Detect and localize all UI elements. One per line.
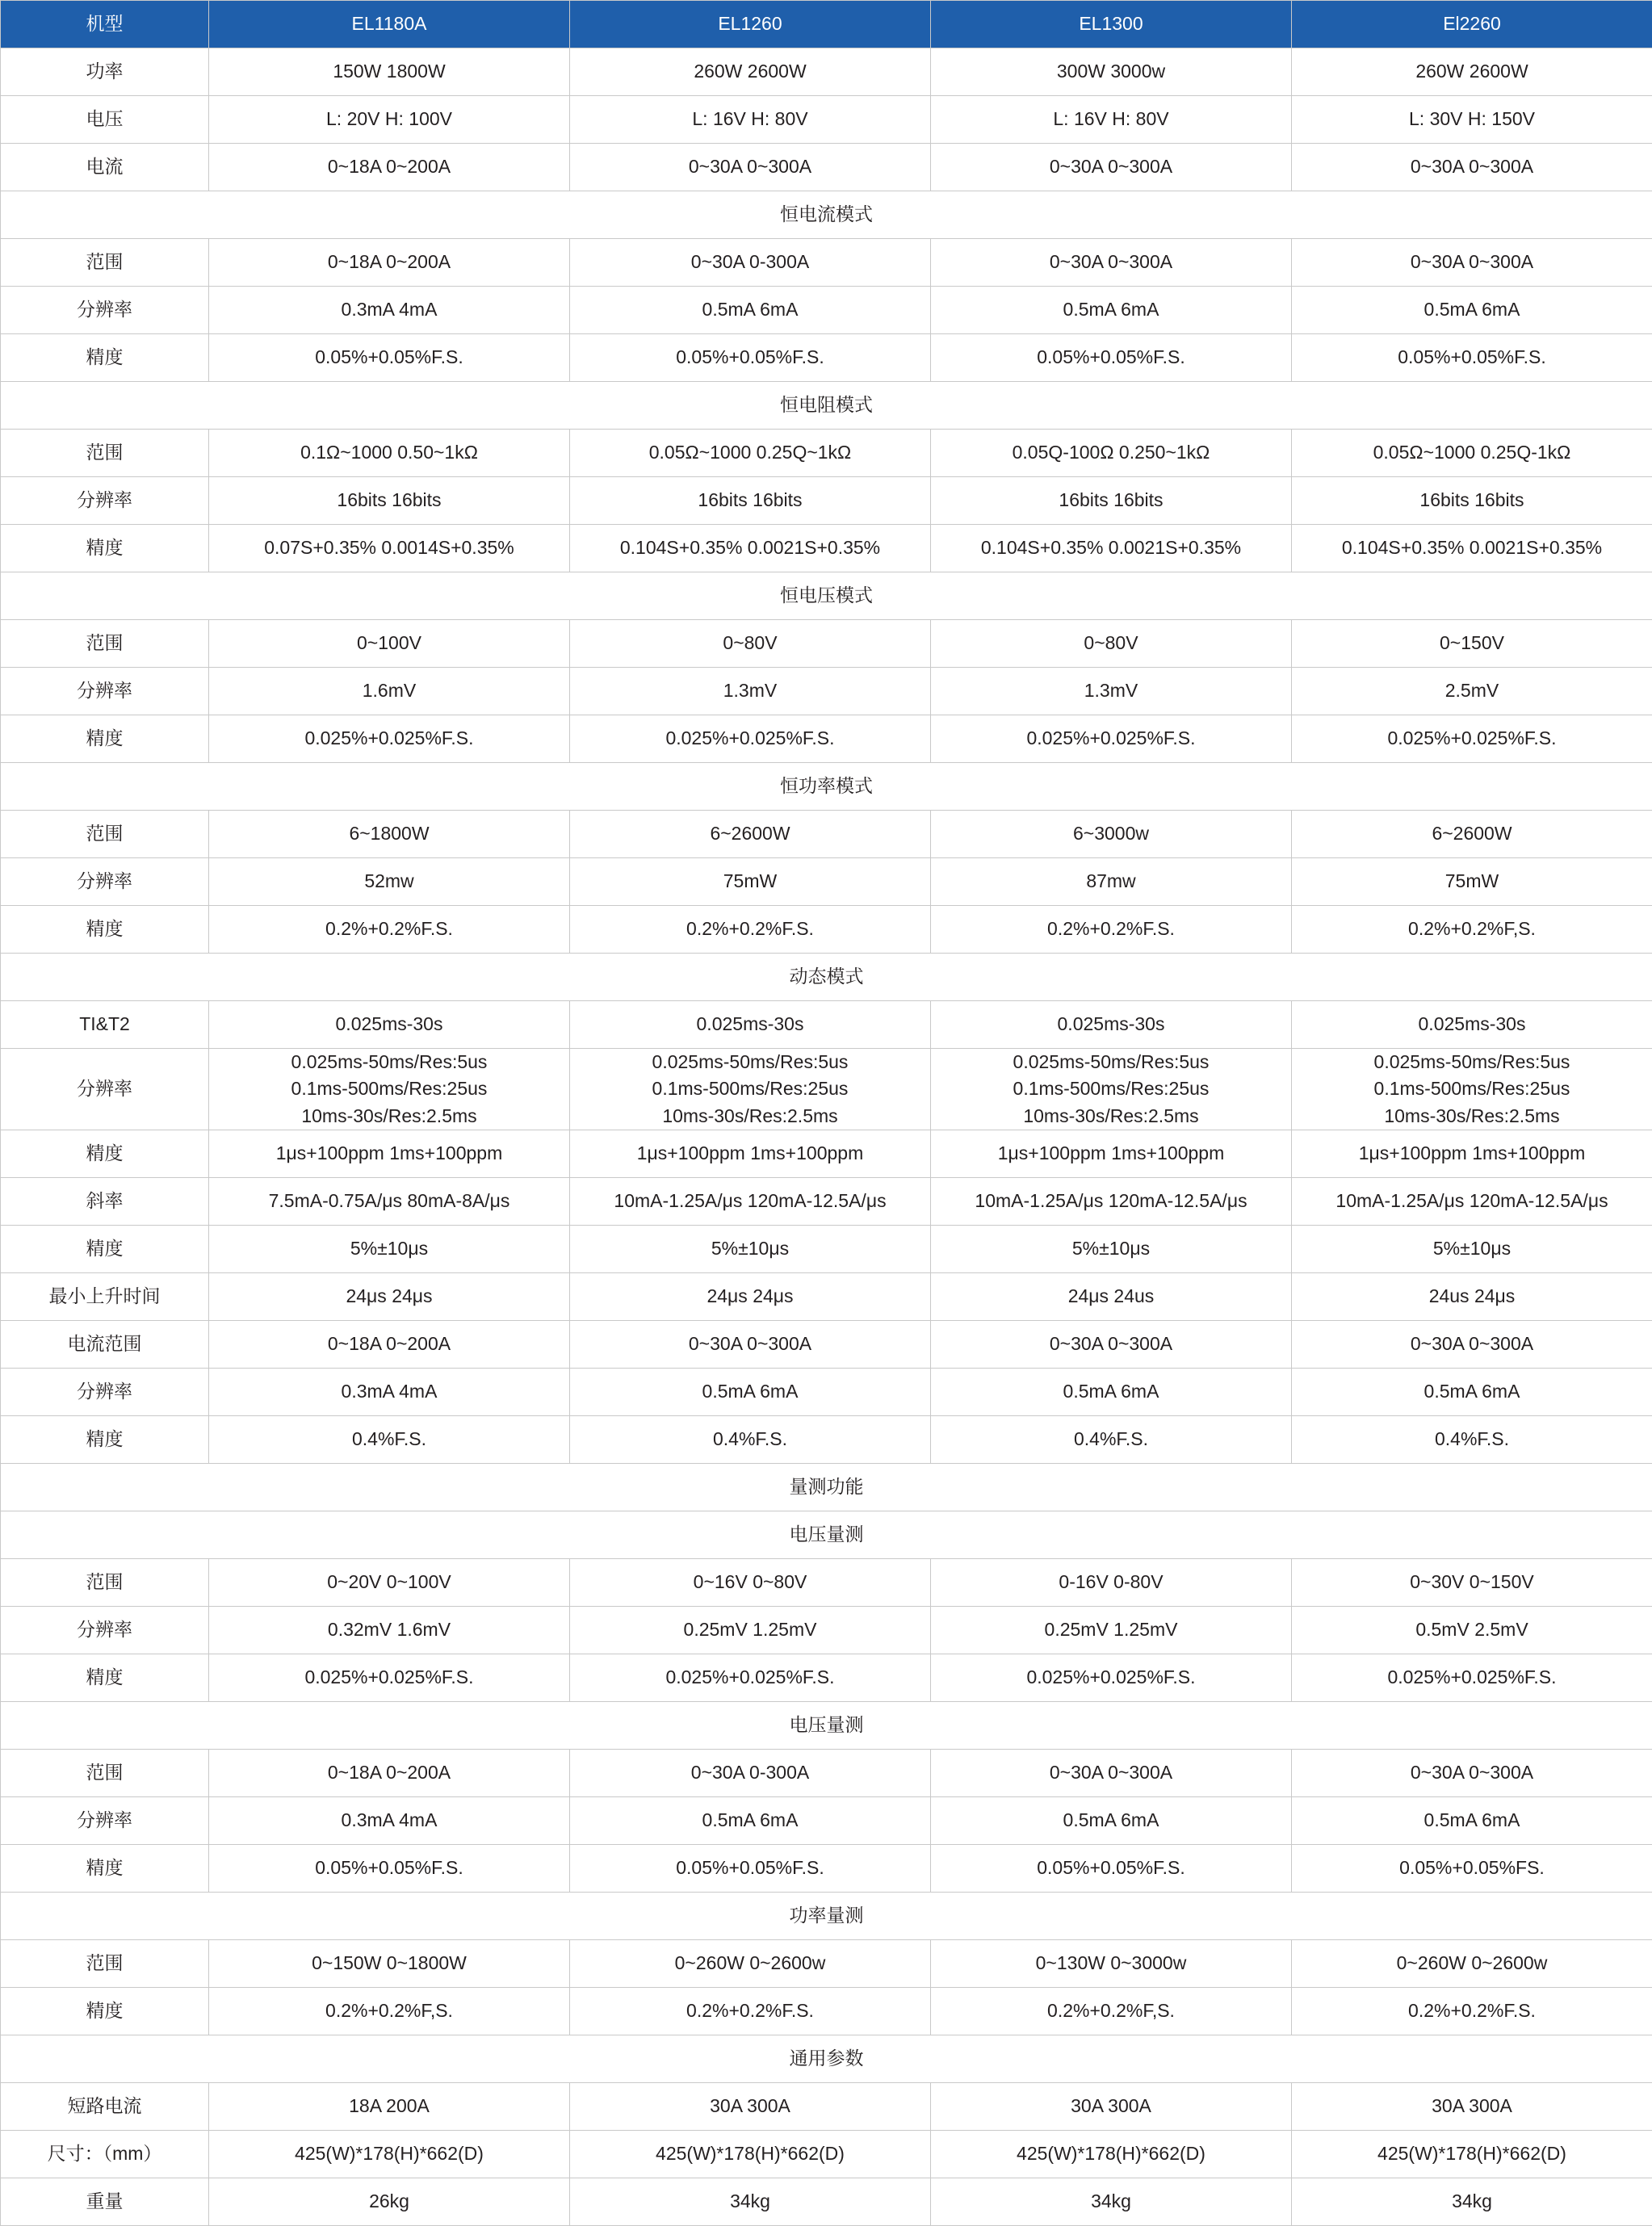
cell-value: 425(W)*178(H)*662(D) — [931, 2131, 1292, 2178]
cell-value: 0.025ms-30s — [1292, 1001, 1652, 1049]
table-row — [1, 1797, 1652, 1845]
table-row — [1, 1559, 1652, 1607]
cell-value: 0.5mA 6mA — [1292, 287, 1652, 334]
table-row — [1, 287, 1652, 334]
row-label: 精度 — [1, 715, 209, 763]
cell-value: 0~18A 0~200A — [209, 1750, 570, 1797]
table-row — [1, 2083, 1652, 2131]
cell-value: 0.25mV 1.25mV — [570, 1607, 931, 1654]
cell-value: 0~18A 0~200A — [209, 1321, 570, 1369]
cell-value: 0.25mV 1.25mV — [931, 1607, 1292, 1654]
cell-value: 0~30A 0-300A — [570, 239, 931, 287]
cell-line: 0.1ms-500ms/Res:25us — [570, 1075, 930, 1102]
table-row — [1, 1607, 1652, 1654]
cell-value: 0.025%+0.025%F.S. — [931, 1654, 1292, 1702]
cell-value: 0.5mA 6mA — [1292, 1369, 1652, 1416]
section-heading: 恒电压模式 — [1, 572, 1652, 620]
cell-value: L: 30V H: 150V — [1292, 96, 1652, 144]
row-label: 功率 — [1, 48, 209, 96]
header-model-1: EL1180A — [209, 1, 570, 48]
cell-value: 0~30A 0~300A — [570, 1321, 931, 1369]
table-row — [1, 1654, 1652, 1702]
cell-value: 0~30A 0~300A — [1292, 1750, 1652, 1797]
table-row — [1, 382, 1652, 430]
cell-value: 0.07S+0.35% 0.0014S+0.35% — [209, 525, 570, 572]
cell-value: 0.1Ω~1000 0.50~1kΩ — [209, 430, 570, 477]
cell-value: 0.025%+0.025%F.S. — [209, 715, 570, 763]
cell-value: 0.5mA 6mA — [931, 1797, 1292, 1845]
table-row — [1, 1049, 1652, 1130]
cell-value: 16bits 16bits — [931, 477, 1292, 525]
section-heading: 恒电阻模式 — [1, 382, 1652, 430]
table-row — [1, 1369, 1652, 1416]
cell-line: 0.1ms-500ms/Res:25us — [931, 1075, 1291, 1102]
table-row — [1, 954, 1652, 1001]
cell-value: L: 16V H: 80V — [931, 96, 1292, 144]
row-label: 范围 — [1, 1940, 209, 1988]
row-label: 分辨率 — [1, 287, 209, 334]
row-label: 精度 — [1, 1654, 209, 1702]
cell-value: 34kg — [931, 2178, 1292, 2226]
cell-value: 6~3000w — [931, 811, 1292, 858]
cell-value: 0~30A 0~300A — [570, 144, 931, 191]
cell-value: 0.025%+0.025%F.S. — [931, 715, 1292, 763]
table-row — [1, 2178, 1652, 2226]
cell-value: 0~30A 0~300A — [931, 239, 1292, 287]
cell-value: 5%±10μs — [1292, 1226, 1652, 1273]
cell-value: 10mA-1.25A/μs 120mA-12.5A/μs — [570, 1178, 931, 1226]
row-label: 范围 — [1, 1750, 209, 1797]
row-label: 重量 — [1, 2178, 209, 2226]
cell-value: 0~260W 0~2600w — [570, 1940, 931, 1988]
cell-line: 0.025ms-50ms/Res:5us — [209, 1049, 569, 1075]
row-label: 精度 — [1, 1988, 209, 2035]
cell-value: 6~1800W — [209, 811, 570, 858]
table-row — [1, 239, 1652, 287]
cell-value: 0.3mA 4mA — [209, 287, 570, 334]
cell-value: 0.025%+0.025%F.S. — [1292, 715, 1652, 763]
row-label: 精度 — [1, 1416, 209, 1464]
cell-value: L: 20V H: 100V — [209, 96, 570, 144]
cell-value: 0~100V — [209, 620, 570, 668]
table-row — [1, 430, 1652, 477]
cell-value: 5%±10μs — [931, 1226, 1292, 1273]
cell-value: 6~2600W — [570, 811, 931, 858]
cell-value: 0.05%+0.05%FS. — [1292, 1845, 1652, 1893]
cell-value: L: 16V H: 80V — [570, 96, 931, 144]
cell-value: 87mw — [931, 858, 1292, 906]
cell-value: 0.05%+0.05%F.S. — [1292, 334, 1652, 382]
table-row — [1, 1273, 1652, 1321]
cell-value: 7.5mA-0.75A/μs 80mA-8A/μs — [209, 1178, 570, 1226]
cell-line: 10ms-30s/Res:2.5ms — [570, 1103, 930, 1130]
row-label: 分辨率 — [1, 858, 209, 906]
cell-line: 0.025ms-50ms/Res:5us — [931, 1049, 1291, 1075]
header-model-3: EL1300 — [931, 1, 1292, 48]
cell-value: 5%±10μs — [570, 1226, 931, 1273]
table-row — [1, 1130, 1652, 1178]
table-row — [1, 1321, 1652, 1369]
subsection-heading: 电压量测 — [1, 1702, 1652, 1750]
row-label: 分辨率 — [1, 1797, 209, 1845]
cell-value: 425(W)*178(H)*662(D) — [1292, 2131, 1652, 2178]
cell-value: 0~30A 0~300A — [931, 1321, 1292, 1369]
cell-value: 0.05Ω~1000 0.25Q~1kΩ — [570, 430, 931, 477]
subsection-heading: 电压量测 — [1, 1511, 1652, 1559]
row-label: 精度 — [1, 1226, 209, 1273]
table-row — [1, 1750, 1652, 1797]
cell-value: 0.2%+0.2%F.S. — [570, 906, 931, 954]
cell-value: 0~150V — [1292, 620, 1652, 668]
cell-value: 0.5mA 6mA — [570, 1369, 931, 1416]
cell-value: 0~130W 0~3000w — [931, 1940, 1292, 1988]
cell-value: 0.025%+0.025%F.S. — [570, 1654, 931, 1702]
row-label: 斜率 — [1, 1178, 209, 1226]
cell-value: 30A 300A — [1292, 2083, 1652, 2131]
section-heading: 恒功率模式 — [1, 763, 1652, 811]
cell-value: 150W 1800W — [209, 48, 570, 96]
cell-value: 0.104S+0.35% 0.0021S+0.35% — [570, 525, 931, 572]
cell-value: 0.05Ω~1000 0.25Q-1kΩ — [1292, 430, 1652, 477]
cell-value: 0~20V 0~100V — [209, 1559, 570, 1607]
cell-value: 0~16V 0~80V — [570, 1559, 931, 1607]
cell-value: 0.05%+0.05%F.S. — [570, 1845, 931, 1893]
row-label: 范围 — [1, 620, 209, 668]
cell-value: 0.4%F.S. — [209, 1416, 570, 1464]
header-model-2: EL1260 — [570, 1, 931, 48]
cell-value: 16bits 16bits — [209, 477, 570, 525]
cell-value: 0.4%F.S. — [931, 1416, 1292, 1464]
row-label: 精度 — [1, 334, 209, 382]
cell-value: 10mA-1.25A/μs 120mA-12.5A/μs — [931, 1178, 1292, 1226]
table-row — [1, 96, 1652, 144]
row-label: 分辨率 — [1, 668, 209, 715]
cell-value: 0.05%+0.05%F.S. — [570, 334, 931, 382]
cell-value: 0~18A 0~200A — [209, 239, 570, 287]
cell-line: 0.025ms-50ms/Res:5us — [1292, 1049, 1652, 1075]
table-row — [1, 858, 1652, 906]
cell-value: 0.104S+0.35% 0.0021S+0.35% — [1292, 525, 1652, 572]
cell-value: 6~2600W — [1292, 811, 1652, 858]
row-label: 分辨率 — [1, 1049, 209, 1130]
cell-value: 0.4%F.S. — [570, 1416, 931, 1464]
row-label: 电流范围 — [1, 1321, 209, 1369]
cell-value: 5%±10μs — [209, 1226, 570, 1273]
cell-value: 300W 3000w — [931, 48, 1292, 96]
cell-value: 0~80V — [570, 620, 931, 668]
cell-value: 26kg — [209, 2178, 570, 2226]
table-body — [1, 48, 1652, 2226]
row-label: 电流 — [1, 144, 209, 191]
cell-value: 34kg — [570, 2178, 931, 2226]
cell-value: 0.4%F.S. — [1292, 1416, 1652, 1464]
cell-value: 0.5mA 6mA — [570, 1797, 931, 1845]
cell-value: 0~30A 0-300A — [570, 1750, 931, 1797]
cell-value: 0.5mV 2.5mV — [1292, 1607, 1652, 1654]
cell-value: 0~30A 0~300A — [1292, 144, 1652, 191]
cell-value: 0.3mA 4mA — [209, 1797, 570, 1845]
cell-value: 16bits 16bits — [570, 477, 931, 525]
row-label: TI&T2 — [1, 1001, 209, 1049]
cell-value: 260W 2600W — [570, 48, 931, 96]
header-row — [1, 1, 1652, 48]
row-label: 最小上升时间 — [1, 1273, 209, 1321]
cell-value — [1292, 1049, 1652, 1130]
cell-value: 52mw — [209, 858, 570, 906]
cell-value: 0~30V 0~150V — [1292, 1559, 1652, 1607]
cell-value — [570, 1049, 931, 1130]
cell-line: 0.1ms-500ms/Res:25us — [1292, 1075, 1652, 1102]
cell-value: 0~260W 0~2600w — [1292, 1940, 1652, 1988]
cell-value: 0.05%+0.05%F.S. — [209, 334, 570, 382]
row-label: 尺寸：（mm） — [1, 2131, 209, 2178]
cell-value: 0.5mA 6mA — [570, 287, 931, 334]
cell-value: 0.2%+0.2%F.S. — [570, 1988, 931, 2035]
table-row — [1, 668, 1652, 715]
table-header — [1, 1, 1652, 48]
row-label: 分辨率 — [1, 1607, 209, 1654]
cell-value: 1.3mV — [570, 668, 931, 715]
table-row — [1, 1988, 1652, 2035]
subsection-heading: 功率量测 — [1, 1893, 1652, 1940]
table-row — [1, 1845, 1652, 1893]
cell-value — [931, 1049, 1292, 1130]
row-label: 分辨率 — [1, 477, 209, 525]
cell-value: 24us 24μs — [1292, 1273, 1652, 1321]
cell-value: 0.104S+0.35% 0.0021S+0.35% — [931, 525, 1292, 572]
table-row — [1, 477, 1652, 525]
cell-value: 75mW — [1292, 858, 1652, 906]
table-row — [1, 1940, 1652, 1988]
table-row — [1, 906, 1652, 954]
cell-value: 10mA-1.25A/μs 120mA-12.5A/μs — [1292, 1178, 1652, 1226]
row-label: 分辨率 — [1, 1369, 209, 1416]
header-model-4: El2260 — [1292, 1, 1652, 48]
cell-value: 0.2%+0.2%F,S. — [209, 1988, 570, 2035]
table-row — [1, 1416, 1652, 1464]
cell-value: 24μs 24μs — [209, 1273, 570, 1321]
section-heading: 动态模式 — [1, 954, 1652, 1001]
section-heading: 恒电流模式 — [1, 191, 1652, 239]
table-row — [1, 144, 1652, 191]
row-label: 精度 — [1, 1130, 209, 1178]
table-row — [1, 1893, 1652, 1940]
cell-value: 2.5mV — [1292, 668, 1652, 715]
cell-line: 0.025ms-50ms/Res:5us — [570, 1049, 930, 1075]
table-row — [1, 620, 1652, 668]
cell-value: 0.05Q-100Ω 0.250~1kΩ — [931, 430, 1292, 477]
row-label: 范围 — [1, 430, 209, 477]
cell-value: 1μs+100ppm 1ms+100ppm — [570, 1130, 931, 1178]
table-row — [1, 1464, 1652, 1511]
table-row — [1, 525, 1652, 572]
cell-value: 260W 2600W — [1292, 48, 1652, 96]
cell-value: 0.025ms-30s — [931, 1001, 1292, 1049]
row-label: 短路电流 — [1, 2083, 209, 2131]
cell-value: 0.2%+0.2%F,S. — [1292, 906, 1652, 954]
cell-value: 0~30A 0~300A — [1292, 239, 1652, 287]
section-heading: 量测功能 — [1, 1464, 1652, 1511]
table-row — [1, 811, 1652, 858]
cell-line: 10ms-30s/Res:2.5ms — [1292, 1103, 1652, 1130]
cell-value: 0.5mA 6mA — [931, 287, 1292, 334]
cell-value: 1μs+100ppm 1ms+100ppm — [1292, 1130, 1652, 1178]
cell-value: 30A 300A — [931, 2083, 1292, 2131]
cell-value: 0.5mA 6mA — [1292, 1797, 1652, 1845]
row-label: 精度 — [1, 525, 209, 572]
cell-value: 0.2%+0.2%F.S. — [209, 906, 570, 954]
cell-value: 0.32mV 1.6mV — [209, 1607, 570, 1654]
row-label: 精度 — [1, 906, 209, 954]
cell-line: 0.1ms-500ms/Res:25us — [209, 1075, 569, 1102]
cell-value: 0.025ms-30s — [209, 1001, 570, 1049]
table-row — [1, 334, 1652, 382]
cell-value: 425(W)*178(H)*662(D) — [570, 2131, 931, 2178]
cell-value: 0.05%+0.05%F.S. — [931, 334, 1292, 382]
cell-value: 0.05%+0.05%F.S. — [209, 1845, 570, 1893]
cell-value: 0.025ms-30s — [570, 1001, 931, 1049]
cell-value: 1μs+100ppm 1ms+100ppm — [931, 1130, 1292, 1178]
cell-line: 10ms-30s/Res:2.5ms — [931, 1103, 1291, 1130]
table-row — [1, 48, 1652, 96]
cell-value: 1.6mV — [209, 668, 570, 715]
cell-value: 425(W)*178(H)*662(D) — [209, 2131, 570, 2178]
cell-value: 0.2%+0.2%F,S. — [931, 1988, 1292, 2035]
cell-value: 0.5mA 6mA — [931, 1369, 1292, 1416]
table-row — [1, 2131, 1652, 2178]
table-row — [1, 715, 1652, 763]
cell-value: 0.025%+0.025%F.S. — [209, 1654, 570, 1702]
cell-value: 0~18A 0~200A — [209, 144, 570, 191]
cell-value: 0~30A 0~300A — [1292, 1321, 1652, 1369]
section-heading: 通用参数 — [1, 2035, 1652, 2083]
table-row — [1, 2035, 1652, 2083]
header-label: 机型 — [1, 1, 209, 48]
table-row — [1, 1702, 1652, 1750]
cell-value: 24μs 24us — [931, 1273, 1292, 1321]
row-label: 范围 — [1, 1559, 209, 1607]
cell-value: 0~150W 0~1800W — [209, 1940, 570, 1988]
cell-value: 0.2%+0.2%F.S. — [1292, 1988, 1652, 2035]
cell-value: 0~30A 0~300A — [931, 1750, 1292, 1797]
cell-line: 10ms-30s/Res:2.5ms — [209, 1103, 569, 1130]
cell-value: 16bits 16bits — [1292, 477, 1652, 525]
table-row — [1, 763, 1652, 811]
cell-value: 0.025%+0.025%F.S. — [570, 715, 931, 763]
cell-value: 1.3mV — [931, 668, 1292, 715]
table-row — [1, 1001, 1652, 1049]
table-row — [1, 1178, 1652, 1226]
cell-value — [209, 1049, 570, 1130]
cell-value: 1μs+100ppm 1ms+100ppm — [209, 1130, 570, 1178]
cell-value: 18A 200A — [209, 2083, 570, 2131]
cell-value: 0.025%+0.025%F.S. — [1292, 1654, 1652, 1702]
table-row — [1, 1511, 1652, 1559]
table-row — [1, 191, 1652, 239]
cell-value: 0~30A 0~300A — [931, 144, 1292, 191]
cell-value: 34kg — [1292, 2178, 1652, 2226]
cell-value: 24μs 24μs — [570, 1273, 931, 1321]
cell-value: 30A 300A — [570, 2083, 931, 2131]
row-label: 精度 — [1, 1845, 209, 1893]
cell-value: 0~80V — [931, 620, 1292, 668]
row-label: 电压 — [1, 96, 209, 144]
row-label: 范围 — [1, 239, 209, 287]
cell-value: 0-16V 0-80V — [931, 1559, 1292, 1607]
cell-value: 0.05%+0.05%F.S. — [931, 1845, 1292, 1893]
cell-value: 0.2%+0.2%F.S. — [931, 906, 1292, 954]
table-row — [1, 572, 1652, 620]
cell-value: 0.3mA 4mA — [209, 1369, 570, 1416]
row-label: 范围 — [1, 811, 209, 858]
cell-value: 75mW — [570, 858, 931, 906]
table-row — [1, 1226, 1652, 1273]
